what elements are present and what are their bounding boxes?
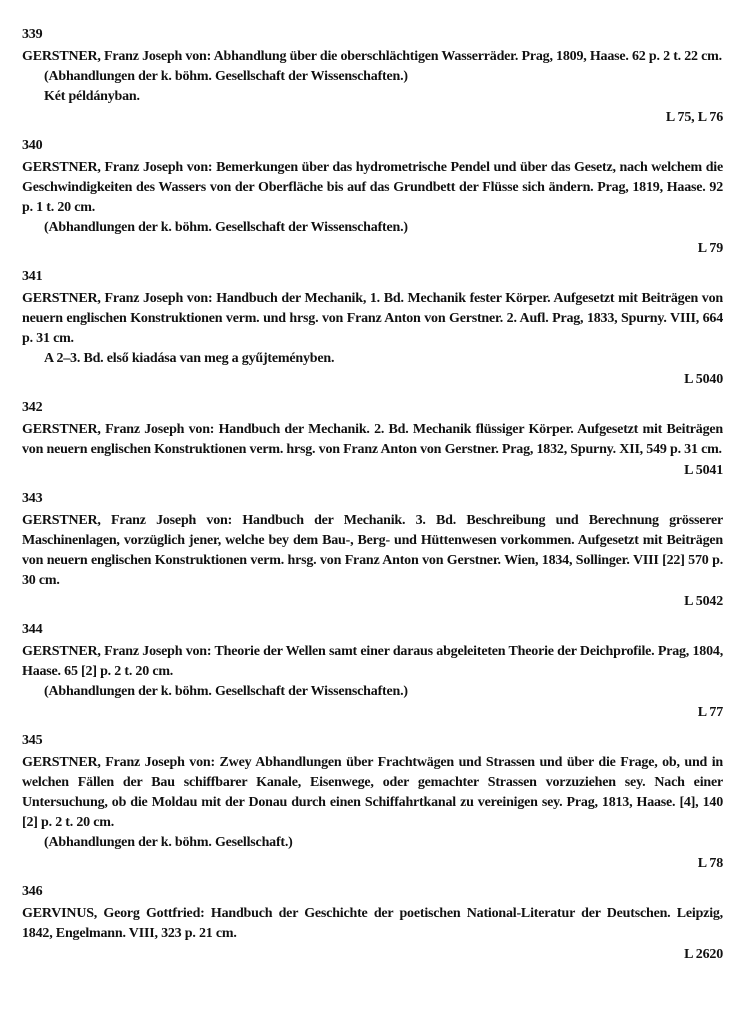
entry-number: 344 xyxy=(22,622,43,637)
entry-shelfmark: L 77 xyxy=(697,705,723,720)
catalog-entry xyxy=(22,488,723,613)
catalog-entry xyxy=(22,24,723,129)
entry-shelfmark: L 5042 xyxy=(684,594,723,609)
entry-note: (Abhandlungen der k. böhm. Gesellschaft.) xyxy=(44,835,293,850)
entry-note: A 2–3. Bd. első kiadása van meg a gyűjteményben. xyxy=(44,351,335,366)
entry-shelfmark: L 5041 xyxy=(684,463,723,478)
entry-shelfmark: L 79 xyxy=(697,241,723,256)
entry-citation: GERSTNER, Franz Joseph von: Abhandlung über die oberschlächtigen Wasserräder. Prag, 1809, Haase. 62 p. 2 t. 22 cm. xyxy=(22,49,722,64)
entry-citation: GERSTNER, Franz Joseph von: Zwey Abhandlungen über Frachtwägen und Strassen und über die Frage, ob, und in welchen Fällen der Bau schiffbarer Kanale, Eisenwege, oder gemachter Strassen vorzuziehen sey. Nach einer Untersuchung, ob die Moldau mit der Donau durch einen Schiffahrtkanal zu vereinigen sey. Prag, 1813, Haase. [4], 140 [2] p. 2 t. 20 cm. xyxy=(22,755,723,830)
entry-number: 340 xyxy=(22,138,43,153)
entry-shelfmark: L 2620 xyxy=(684,947,723,962)
entry-citation: GERSTNER, Franz Joseph von: Handbuch der Mechanik, 1. Bd. Mechanik fester Körper. Aufgesetzt mit Beiträgen von neuern englischen Konstruktionen verm. und hrsg. von Franz Anton von Gerstner. 2. Aufl. Prag, 1833, Spurny. VIII, 664 p. 31 cm. xyxy=(22,291,723,346)
entry-number: 339 xyxy=(22,27,43,42)
entry-shelfmark: L 5040 xyxy=(684,372,723,387)
entry-note: (Abhandlungen der k. böhm. Gesellschaft der Wissenschaften.) xyxy=(44,220,408,235)
entry-note: (Abhandlungen der k. böhm. Gesellschaft der Wissenschaften.) xyxy=(44,69,408,84)
entry-citation: GERSTNER, Franz Joseph von: Handbuch der Mechanik. 2. Bd. Mechanik flüssiger Körper. Aufgesetzt mit Beiträgen von neuern englischen Konstruktionen verm. hrsg. von Franz Anton von Gerstner. Prag, 1832, Spurny. XII, 549 p. 31 cm. xyxy=(22,422,723,457)
entry-number: 342 xyxy=(22,400,43,415)
catalog-entry xyxy=(22,266,723,391)
catalog-entry xyxy=(22,397,723,482)
entry-number: 346 xyxy=(22,884,43,899)
entry-note: Két példányban. xyxy=(44,89,140,104)
entry-number: 343 xyxy=(22,491,43,506)
entry-number: 341 xyxy=(22,269,43,284)
entry-citation: GERSTNER, Franz Joseph von: Bemerkungen über das hydrometrische Pendel und über das Gesetz, nach welchem die Geschwindigkeiten des Wassers von der Oberfläche bis auf das Grundbett der Flüsse sich ändern. Prag, 1819, Haase. 92 p. 1 t. 20 cm. xyxy=(22,160,723,215)
entry-citation: GERVINUS, Georg Gottfried: Handbuch der Geschichte der poetischen National-Literatur der Deutschen. Leipzig, 1842, Engelmann. VIII, 323 p. 21 cm. xyxy=(22,906,723,941)
entry-citation: GERSTNER, Franz Joseph von: Theorie der Wellen samt einer daraus abgeleiteten Theorie der Deichprofile. Prag, 1804, Haase. 65 [2] p. 2 t. 20 cm. xyxy=(22,644,723,679)
catalog-entry xyxy=(22,135,723,260)
entry-number: 345 xyxy=(22,733,43,748)
entry-citation: GERSTNER, Franz Joseph von: Handbuch der Mechanik. 3. Bd. Beschreibung und Berechnung grösserer Maschinenlagen, vorzüglich jener, welche bey dem Bau-, Berg- und Hüttenwesen vorkommen. Aufgesetzt mit Beiträgen von neuern englischen Konstruktionen verm. hrsg. von Franz Anton von Gerstner. Wien, 1834, Sollinger. VIII [22] 570 p. 30 cm. xyxy=(22,513,723,588)
catalog-entry xyxy=(22,730,723,875)
entry-shelfmark: L 75, L 76 xyxy=(665,110,723,125)
catalog-entry xyxy=(22,881,723,966)
entry-shelfmark: L 78 xyxy=(697,856,723,871)
catalog-entry-list xyxy=(22,24,723,966)
catalog-entry xyxy=(22,619,723,724)
entry-note: (Abhandlungen der k. böhm. Gesellschaft der Wissenschaften.) xyxy=(44,684,408,699)
